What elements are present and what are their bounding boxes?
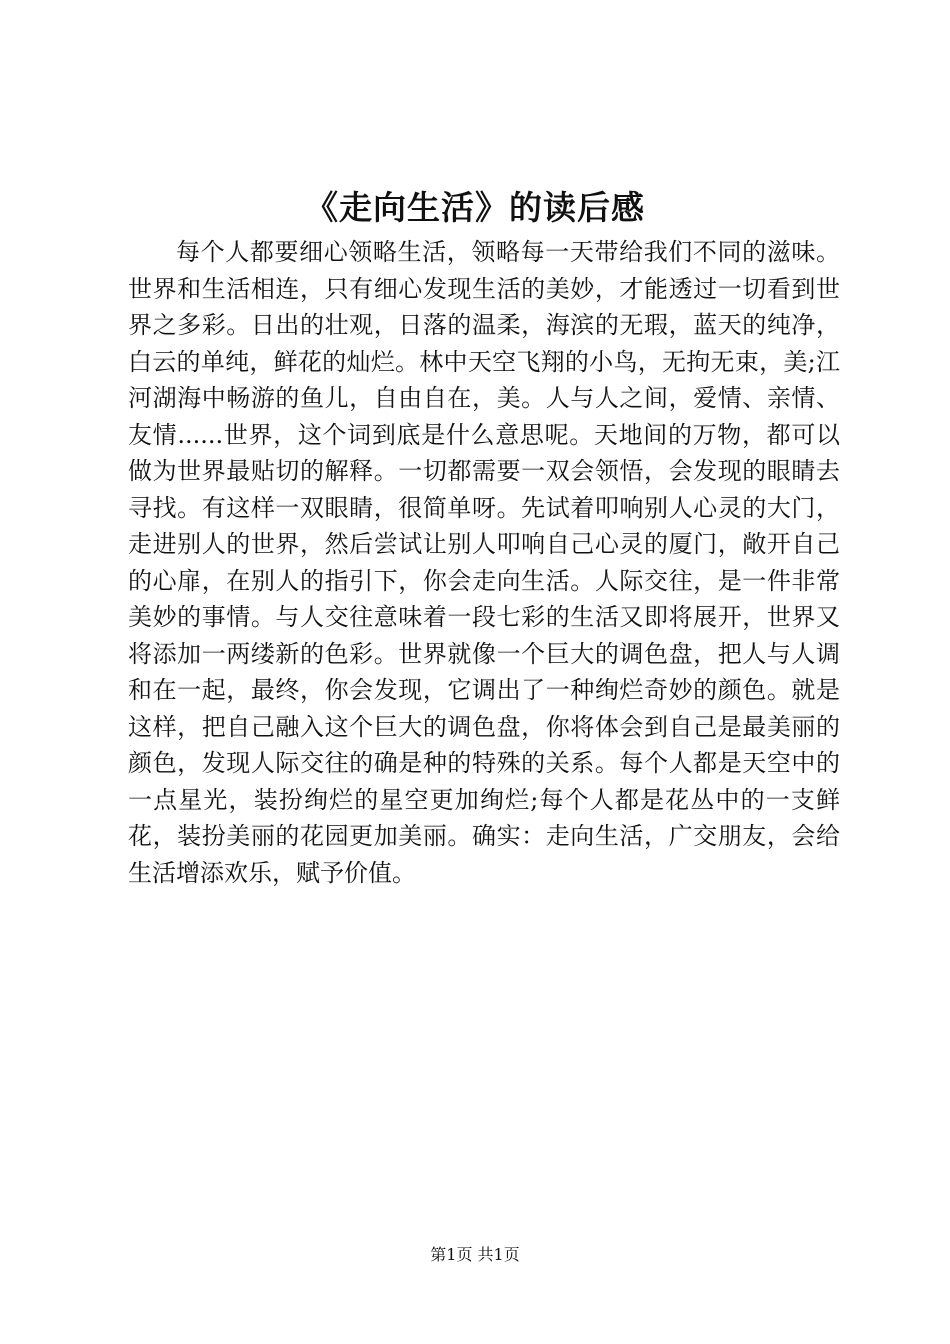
document-body-paragraph: 每个人都要细心领略生活，领略每一天带给我们不同的滋味。世界和生活相连，只有细心发现生活的美妙，才能透过一切看到世界之多彩。日出的壮观，日落的温柔，海滨的无瑕，蓝天的纯净，白云的单纯，鲜花的灿烂。林中天空飞翔的小鸟，无拘无束，美;江河湖海中畅游的鱼儿，自由自在，美。人与人之间，爱情、亲情、友情......世界，这个词到底是什么意思呢。天地间的万物，都可以做为世界最贴切的解释。一切都需要一双会领悟，会发现的眼睛去寻找。有这样一双眼睛，很简单呀。先试着叩响别人心灵的大门，走进别人的世界，然后尝试让别人叩响自己心灵的厦门，敞开自己的心扉，在别人的指引下，你会走向生活。人际交往，是一件非常美妙的事情。与人交往意味着一段七彩的生活又即将展开，世界又将添加一两缕新的色彩。世界就像一个巨大的调色盘，把人与人调和在一起，最终，你会发现，它调出了一种绚烂奇妙的颜色。就是这样，把自己融入这个巨大的调色盘，你将体会到自己是最美丽的颜色，发现人际交往的确是种的特殊的关系。每个人都是天空中的一点星光，装扮绚烂的星空更加绚烂;每个人都是花丛中的一支鲜花，装扮美丽的花园更加美丽。确实：走向生活，广交朋友，会给生活增添欢乐，赋予价值。 bbox=[128, 238, 840, 887]
page-footer: 第1页 共1页 bbox=[430, 1245, 520, 1264]
document-title: 《走向生活》的读后感 bbox=[305, 188, 645, 227]
